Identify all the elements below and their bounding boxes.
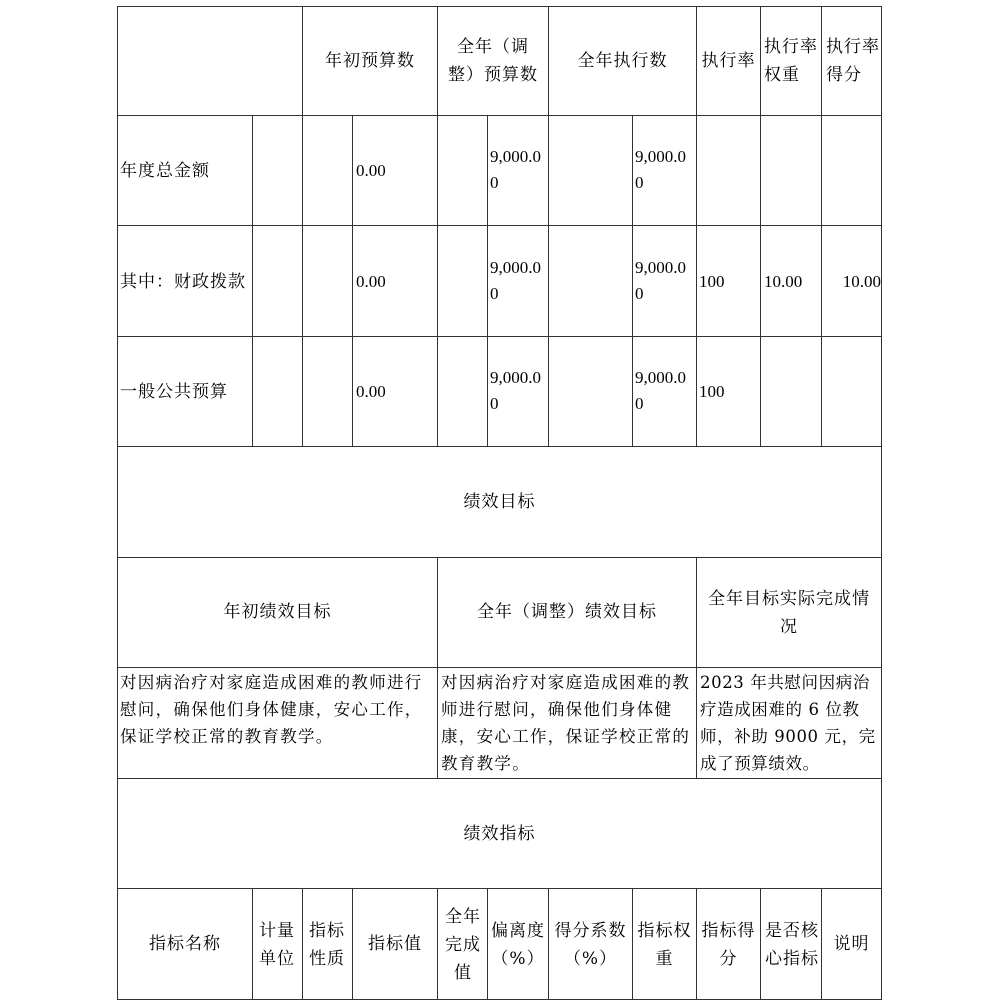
rule (117, 336, 882, 337)
adjusted-budget-value: 9,000.0 0 (490, 147, 541, 192)
rule (548, 115, 549, 447)
rate-weight-value: 10.00 (764, 272, 803, 291)
rule (117, 557, 882, 558)
execution-rate-value: 100 (699, 382, 725, 401)
col-indicator-value: 指标值 (368, 934, 422, 954)
header-annual-execution: 全年执行数 (577, 51, 668, 71)
col-indicator-score: 指标得分 (701, 921, 756, 969)
rule (760, 888, 761, 1000)
rule (117, 888, 882, 889)
header-rate-weight: 执行率权重 (764, 37, 818, 85)
goals-section-title: 绩效目标 (463, 492, 536, 512)
rule (302, 888, 303, 1000)
rule (437, 6, 438, 116)
adjusted-goal-text: 对因病治疗对家庭造成困难的教师进行慰问，确保他们身体健康，安心工作，保证学校正常的教育教学。 (441, 673, 691, 773)
initial-budget-value: 0.00 (356, 161, 386, 180)
row-label: 一般公共预算 (120, 382, 228, 402)
row-label: 其中：财政拨款 (120, 272, 246, 292)
executed-value: 9,000.0 0 (635, 258, 686, 303)
col-nature: 指标性质 (309, 921, 345, 969)
col-unit: 计量单位 (259, 921, 295, 969)
indicators-section-title: 绩效指标 (463, 824, 536, 844)
adjusted-goal-header: 全年（调整）绩效目标 (477, 602, 657, 622)
rule (437, 557, 438, 779)
row-label: 年度总金额 (120, 161, 210, 181)
rule (437, 888, 438, 1000)
adjusted-budget-value: 9,000.0 0 (490, 258, 541, 303)
initial-budget-value: 0.00 (356, 382, 386, 401)
rule (117, 446, 882, 447)
header-execution-rate: 执行率 (701, 51, 756, 71)
actual-completion-text: 2023 年共慰问因病治疗造成困难的 6 位教师，补助 9000 元，完成了预算绩效。 (700, 673, 876, 773)
rule (117, 778, 882, 779)
rule (302, 115, 303, 447)
header-adjusted-budget: 全年（调整）预算数 (448, 37, 538, 85)
rule (117, 6, 882, 7)
rule (760, 6, 761, 116)
rule (881, 6, 882, 1000)
rule (352, 115, 353, 447)
rule (117, 225, 882, 226)
rule (487, 115, 488, 447)
rule (117, 115, 882, 116)
rule (760, 115, 761, 447)
rule (117, 667, 882, 668)
actual-completion-header: 全年目标实际完成情况 (708, 589, 870, 637)
execution-rate-value: 100 (699, 272, 725, 291)
rate-score-value: 10.00 (842, 272, 881, 291)
rule (821, 6, 822, 116)
col-indicator-name: 指标名称 (149, 934, 221, 954)
col-score-coefficient: 得分系数（%） (554, 921, 627, 969)
col-completed-value: 全年完成值 (445, 907, 481, 983)
initial-budget-value: 0.00 (356, 272, 386, 291)
initial-goal-text: 对因病治疗对家庭造成困难的教师进行慰问，确保他们身体健康，安心工作，保证学校正常的教育教学。 (120, 673, 423, 746)
rule (437, 115, 438, 447)
col-core-indicator: 是否核心指标 (765, 921, 819, 969)
rule (632, 115, 633, 447)
col-indicator-weight: 指标权重 (637, 921, 692, 969)
executed-value: 9,000.0 0 (635, 147, 686, 192)
rule (117, 999, 882, 1000)
col-deviation: 偏离度（%） (491, 921, 545, 969)
header-rate-score: 执行率得分 (826, 37, 880, 85)
rule (252, 888, 253, 1000)
executed-value: 9,000.0 0 (635, 368, 686, 413)
adjusted-budget-value: 9,000.0 0 (490, 368, 541, 413)
header-initial-budget: 年初预算数 (325, 51, 415, 71)
initial-goal-header: 年初绩效目标 (223, 602, 332, 622)
rule (696, 557, 697, 779)
col-note: 说明 (833, 934, 870, 954)
